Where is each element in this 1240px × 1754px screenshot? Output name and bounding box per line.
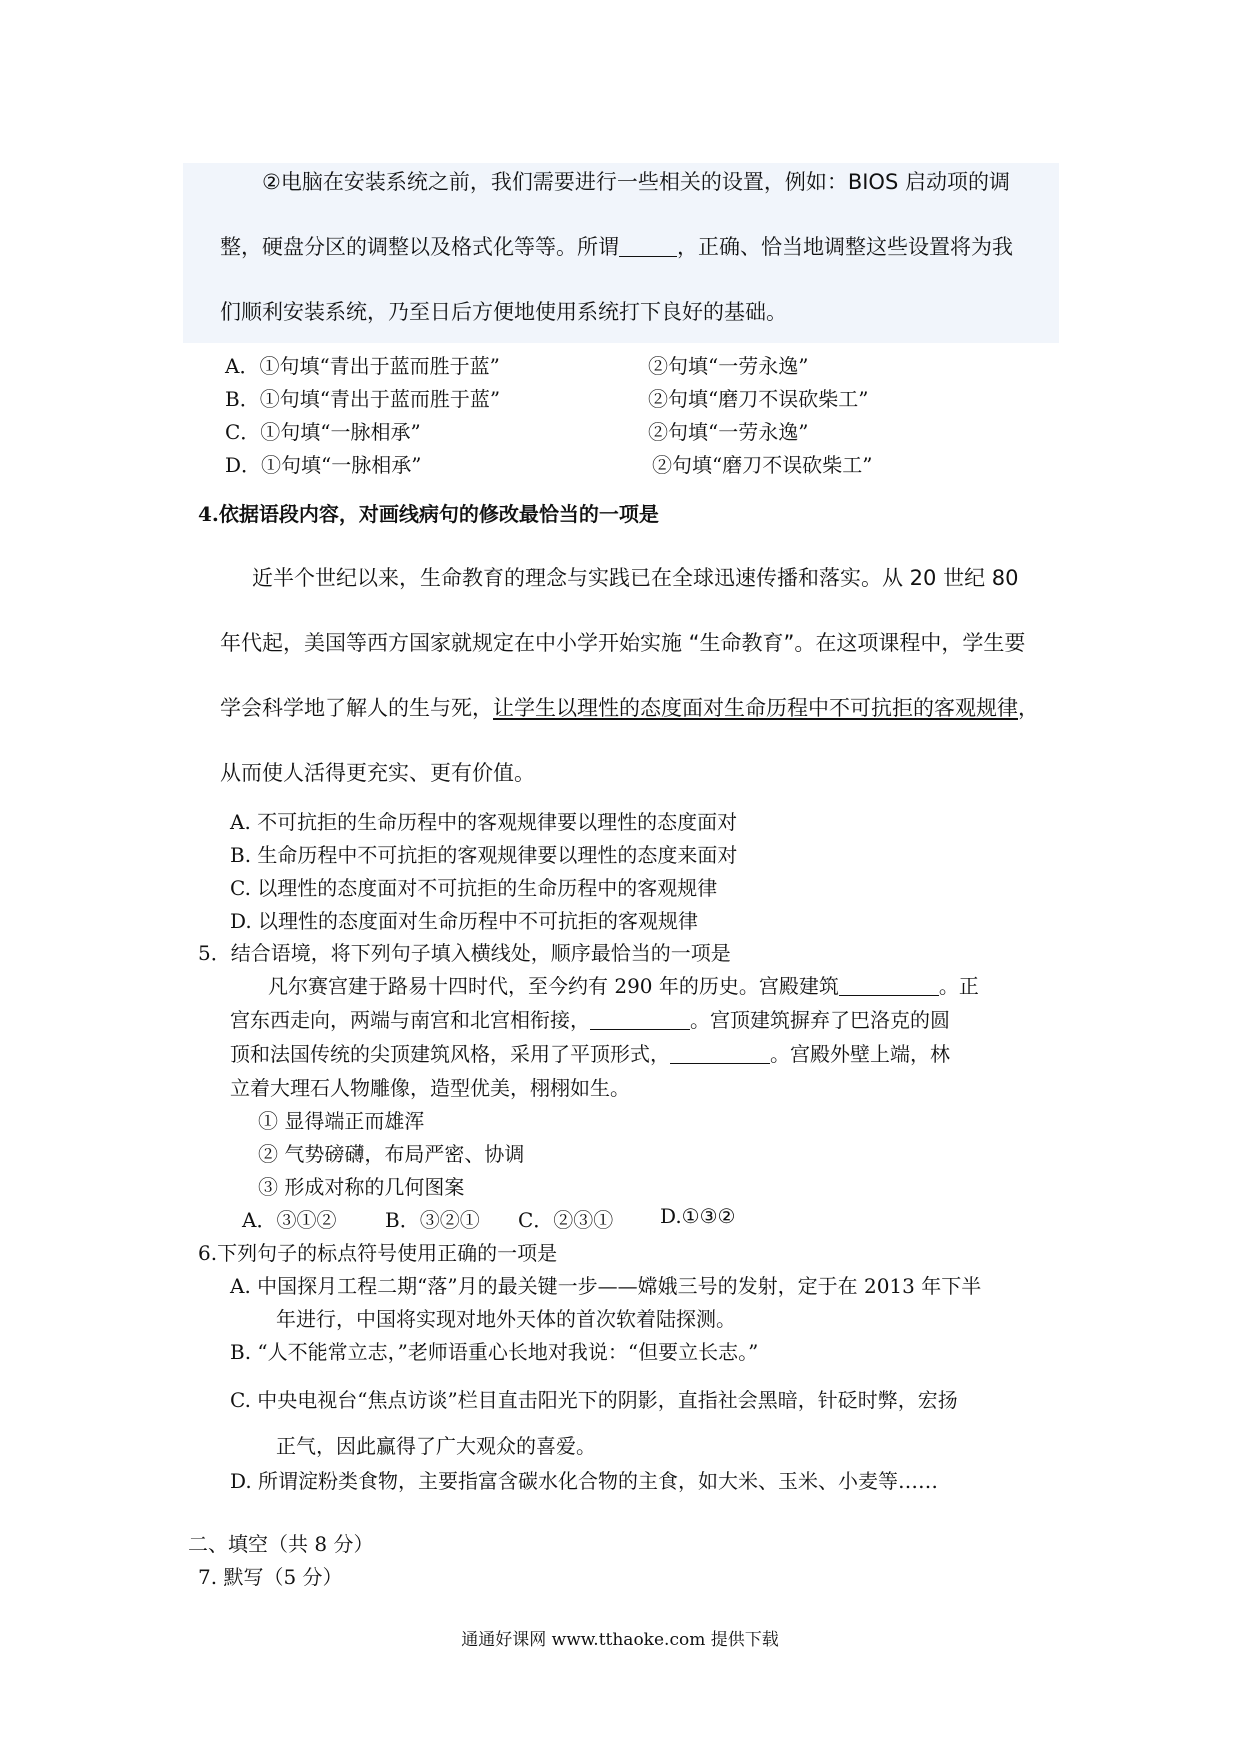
q5-option-c: C．②③① (518, 1208, 614, 1232)
q3-option-a-left: A．①句填“青出于蓝而胜于蓝” (225, 354, 500, 378)
q3-option-a-right: ②句填“一劳永逸” (648, 354, 809, 378)
q4-underlined-sentence: 让学生以理性的态度面对生命历程中不可抗拒的客观规律 (493, 696, 1018, 720)
q4-para-line3 (220, 692, 1039, 722)
q6-option-a-line1: A. 中国探月工程二期“落”月的最关键一步——嫦娥三号的发射，定于在 2013 年下半 (230, 1274, 982, 1298)
q3-part2-line3: 们顺利安装系统，乃至日后方便地使用系统打下良好的基础。 (220, 300, 787, 324)
q3-option-b-right: ②句填“磨刀不误砍柴工” (648, 387, 869, 411)
section-2-title: 二、填空（共 8 分） (188, 1532, 374, 1556)
page-footer: 通通好课网 www.tthaoke.com 提供下载 (461, 1630, 779, 1650)
q4-para-line2: 年代起，美国等西方国家就规定在中小学开始实施 “生命教育”。在这项课程中，学生要 (220, 631, 1026, 655)
q3-part2-line2-a: 整，硬盘分区的调整以及格式化等等。所谓 (220, 235, 619, 259)
q6-option-b: B. “人不能常立志，”老师语重心长地对我说：“但要立长志。” (230, 1340, 759, 1364)
q4-option-a: A. 不可抗拒的生命历程中的客观规律要以理性的态度面对 (230, 810, 738, 834)
q6-option-a-line2: 年进行，中国将实现对地外天体的首次软着陆探测。 (276, 1307, 736, 1331)
q4-option-b: B. 生命历程中不可抗拒的客观规律要以理性的态度来面对 (230, 843, 738, 867)
q6-option-c-line2: 正气，因此赢得了广大观众的喜爱。 (276, 1434, 596, 1458)
q4-para-line3-b: ， (1018, 696, 1039, 720)
q3-part2-line2-b: ，正确、恰当地调整这些设置将为我 (677, 235, 1013, 259)
q5-option-b: B．③②① (385, 1208, 480, 1232)
q3-option-d-right: ②句填“磨刀不误砍柴工” (652, 453, 873, 477)
q3-part2-line1: ②电脑在安装系统之前，我们需要进行一些相关的设置，例如：BIOS 启动项的调 (262, 170, 1010, 194)
q4-option-d: D. 以理性的态度面对生命历程中不可抗拒的客观规律 (230, 909, 699, 933)
q5-line1-a: 凡尔赛宫建于路易十四时代，至今约有 290 年的历史。宫殿建筑 (268, 974, 839, 998)
q5-item-2: ② 气势磅礴，布局严密、协调 (258, 1142, 525, 1166)
q7-stem: 7. 默写（5 分） (198, 1565, 343, 1589)
q4-option-c: C. 以理性的态度面对不可抗拒的生命历程中的客观规律 (230, 876, 718, 900)
q3-part2-line2 (220, 235, 1060, 260)
q3-blank (619, 235, 677, 257)
q3-option-d-left: D．①句填“一脉相承” (225, 453, 422, 477)
q5-line3-b: 。宫殿外壁上端，林 (770, 1042, 950, 1066)
q5-line1 (268, 970, 979, 999)
q4-para-line1: 近半个世纪以来，生命教育的理念与实践已在全球迅速传播和落实。从 20 世纪 80 (252, 566, 1019, 590)
q5-blank-1 (839, 975, 939, 996)
q4-stem: 4.依据语段内容，对画线病句的修改最恰当的一项是 (198, 502, 659, 526)
q5-item-1: ① 显得端正而雄浑 (258, 1109, 425, 1133)
q5-line1-b: 。正 (938, 974, 979, 998)
q5-line3-a: 顶和法国传统的尖顶建筑风格，采用了平顶形式， (230, 1042, 670, 1066)
q6-option-c-line1: C. 中央电视台“焦点访谈”栏目直击阳光下的阴影，直指社会黑暗，针砭时弊，宏扬 (230, 1388, 958, 1412)
q5-blank-3 (670, 1043, 770, 1064)
q5-blank-2 (590, 1009, 690, 1030)
q5-line3 (230, 1038, 950, 1067)
q5-stem: 5．结合语境，将下列句子填入横线处，顺序最恰当的一项是 (198, 941, 731, 965)
q3-option-c-right: ②句填“一劳永逸” (648, 420, 809, 444)
q6-stem: 6.下列句子的标点符号使用正确的一项是 (198, 1241, 558, 1265)
q4-para-line4: 从而使人活得更充实、更有价值。 (220, 761, 535, 785)
q5-line4: 立着大理石人物雕像，造型优美，栩栩如生。 (230, 1076, 630, 1100)
q5-line2-a: 宫东西走向，两端与南宫和北宫相衔接， (230, 1008, 590, 1032)
q4-para-line3-a: 学会科学地了解人的生与死， (220, 696, 493, 720)
q3-option-c-left: C．①句填“一脉相承” (225, 420, 421, 444)
q5-option-a: A．③①② (242, 1208, 337, 1232)
q5-line2-b: 。宫顶建筑摒弃了巴洛克的圆 (690, 1008, 950, 1032)
q5-option-d: D.①③② (660, 1204, 736, 1228)
q5-line2 (230, 1004, 950, 1033)
q3-option-b-left: B．①句填“青出于蓝而胜于蓝” (225, 387, 501, 411)
q5-item-3: ③ 形成对称的几何图案 (258, 1175, 465, 1199)
q6-option-d: D. 所谓淀粉类食物，主要指富含碳水化合物的主食，如大米、玉米、小麦等…… (230, 1469, 939, 1493)
